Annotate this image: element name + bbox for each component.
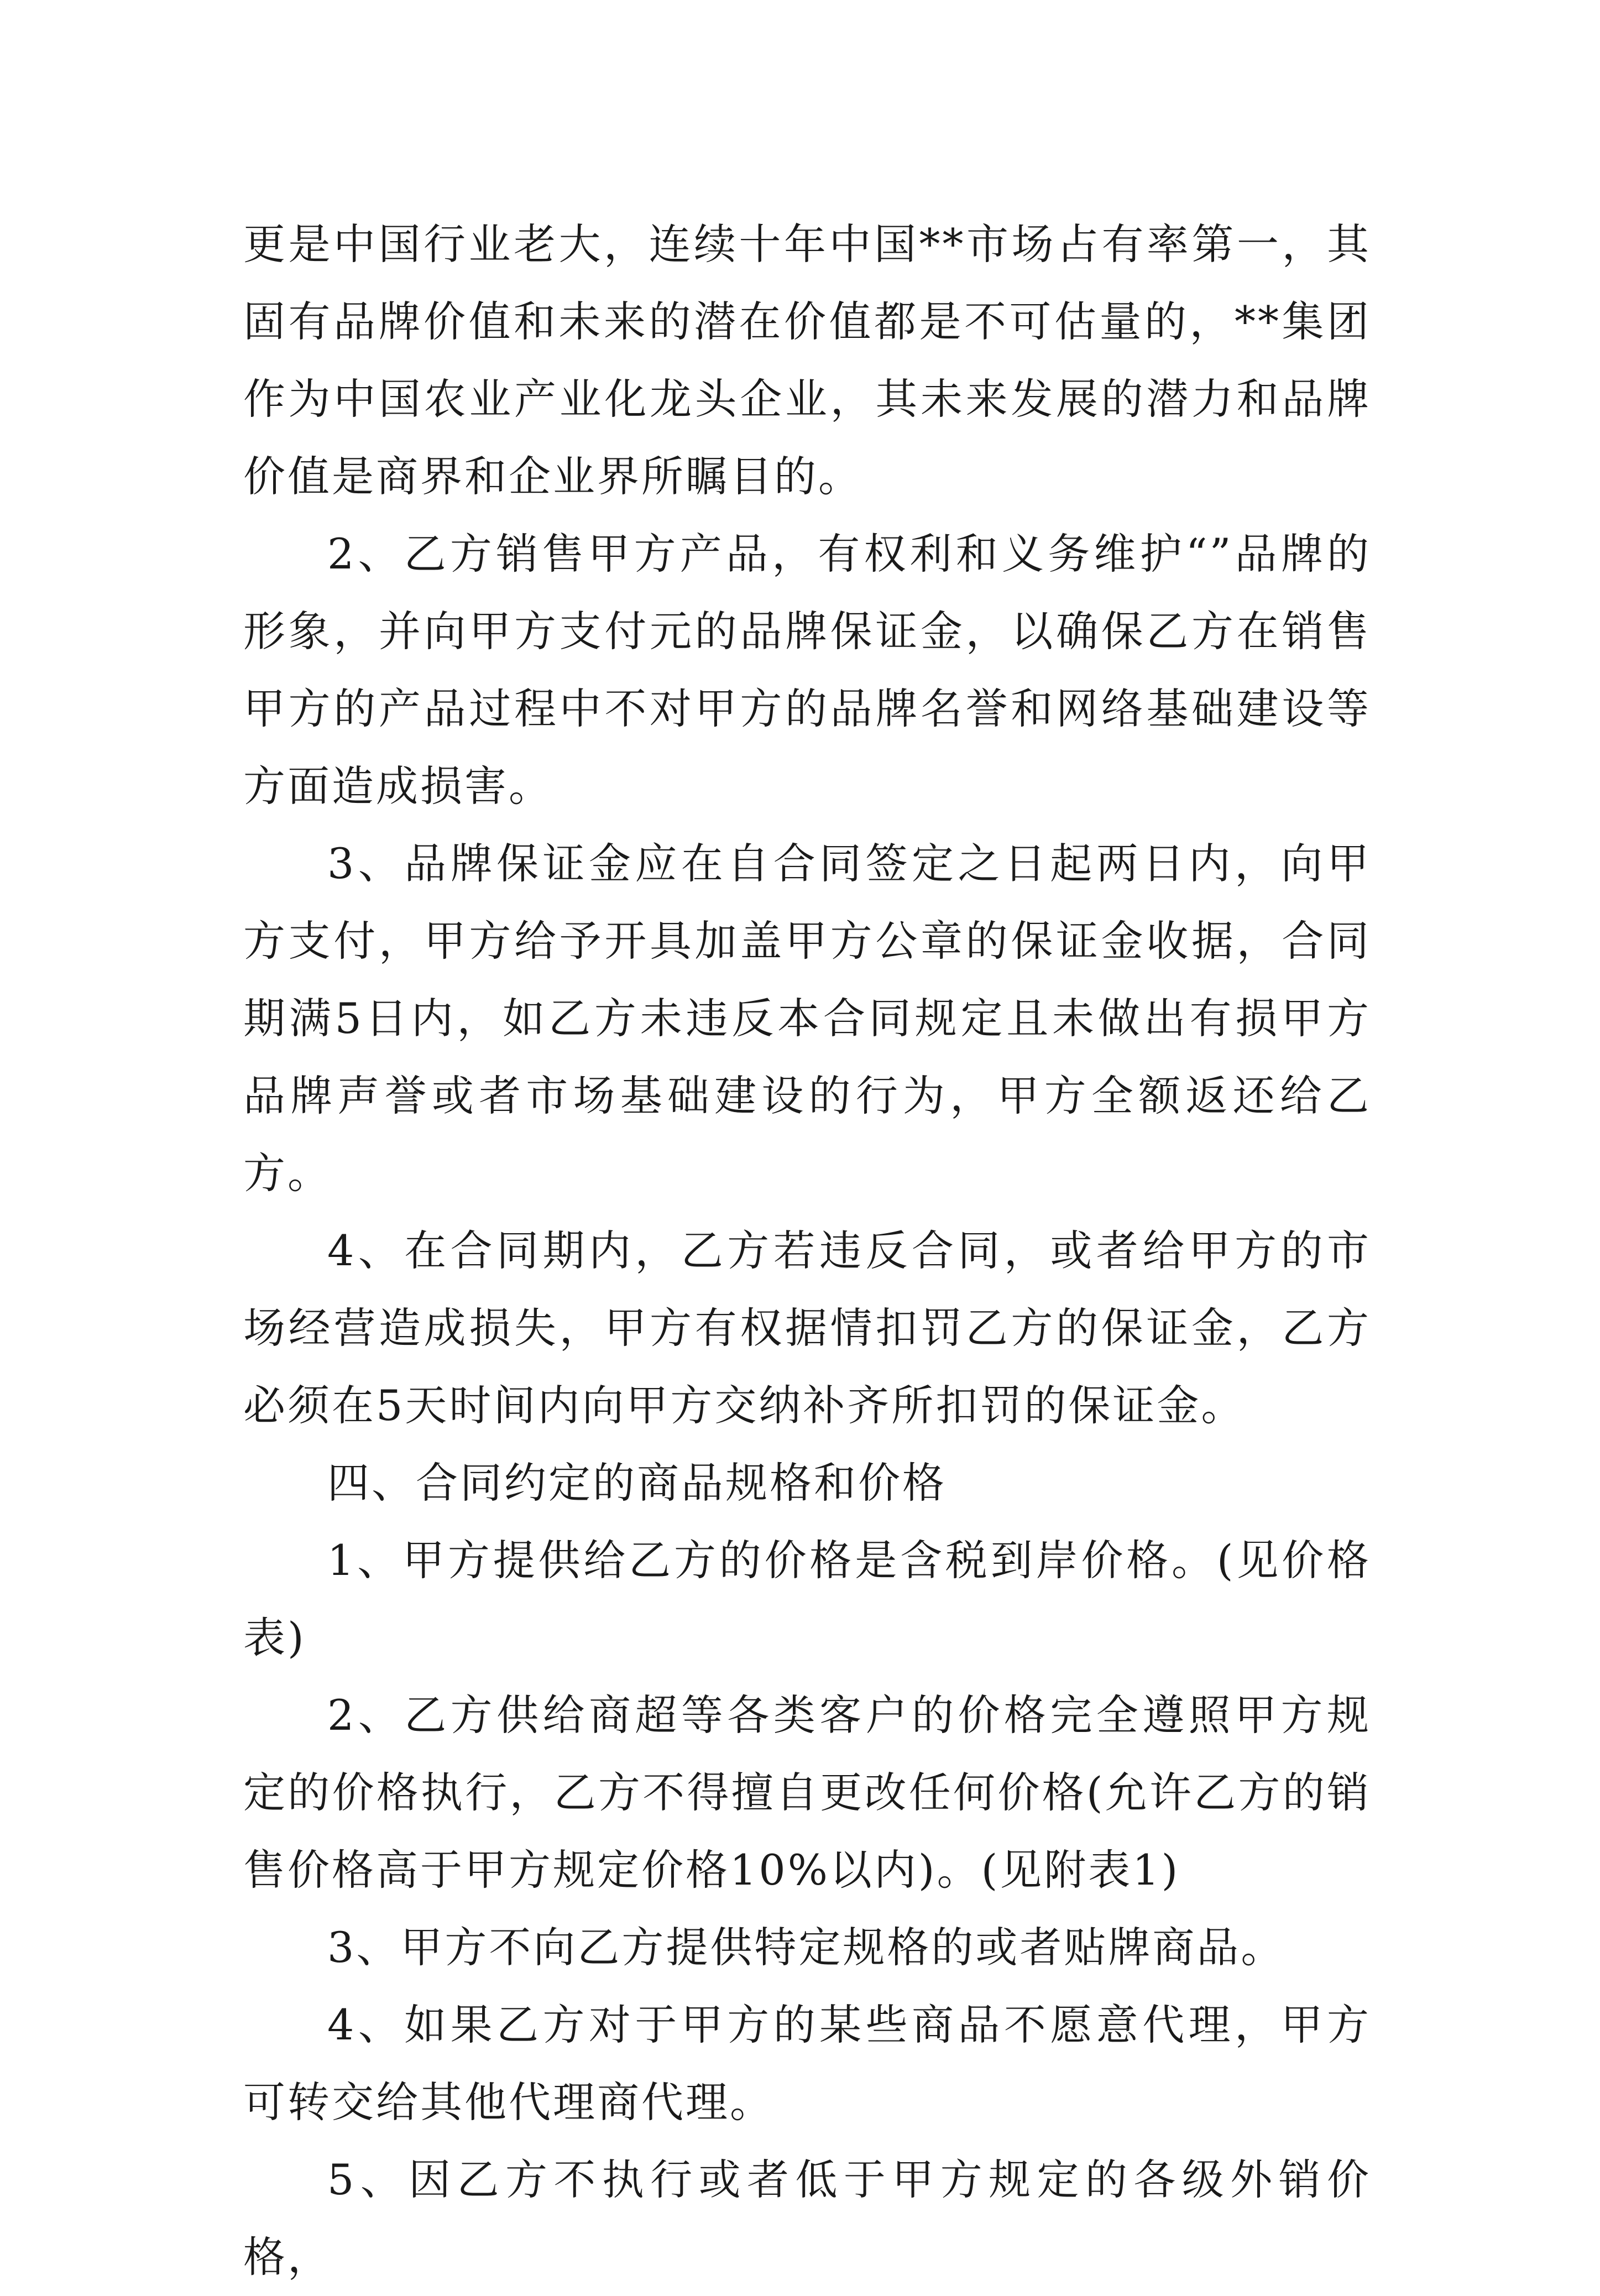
paragraph-clause-4-4: 4、如果乙方对于甲方的某些商品不愿意代理，甲方可转交给其他代理商代理。 [243,2000,1371,2127]
paragraph-clause-3-3: 3、品牌保证金应在自合同签定之日起两日内，向甲方支付，甲方给予开具加盖甲方公章的保证金收据，合同期满5日内，如乙方未违反本合同规定且未做出有损甲方品牌声誉或者市场基础建设的行为，甲方全额返还给乙方。 [243,839,1371,1198]
paragraph-clause-4-2: 2、乙方供给商超等各类客户的价格完全遵照甲方规定的价格执行，乙方不得擅自更改任何价格(允许乙方的销售价格高于甲方规定价格10%以内)。(见附表1) [243,1690,1371,1895]
document-body [243,206,1371,2296]
paragraph-clause-4-1: 1、甲方提供给乙方的价格是含税到岸价格。(见价格表) [243,1536,1371,1662]
paragraph-continuation: 更是中国行业老大，连续十年中国**市场占有率第一，其固有品牌价值和未来的潜在价值都是不可估量的，**集团作为中国农业产业化龙头企业，其未来发展的潜力和品牌价值是商界和企业界所瞩目的。 [243,220,1371,501]
paragraph-clause-4-5: 5、因乙方不执行或者低于甲方规定的各级外销价格， [243,2155,1371,2282]
paragraph-clause-3-4: 4、在合同期内，乙方若违反合同，或者给甲方的市场经营造成损失，甲方有权据情扣罚乙方的保证金，乙方必须在5天时间内向甲方交纳补齐所扣罚的保证金。 [243,1226,1371,1430]
section-heading-4: 四、合同约定的商品规格和价格 [327,1458,947,1507]
paragraph-clause-4-3: 3、甲方不向乙方提供特定规格的或者贴牌商品。 [327,1923,1285,1972]
paragraph-clause-3-2: 2、乙方销售甲方产品，有权利和义务维护“”品牌的形象，并向甲方支付元的品牌保证金，以确保乙方在销售甲方的产品过程中不对甲方的品牌名誉和网络基础建设等方面造成损害。 [243,529,1371,811]
